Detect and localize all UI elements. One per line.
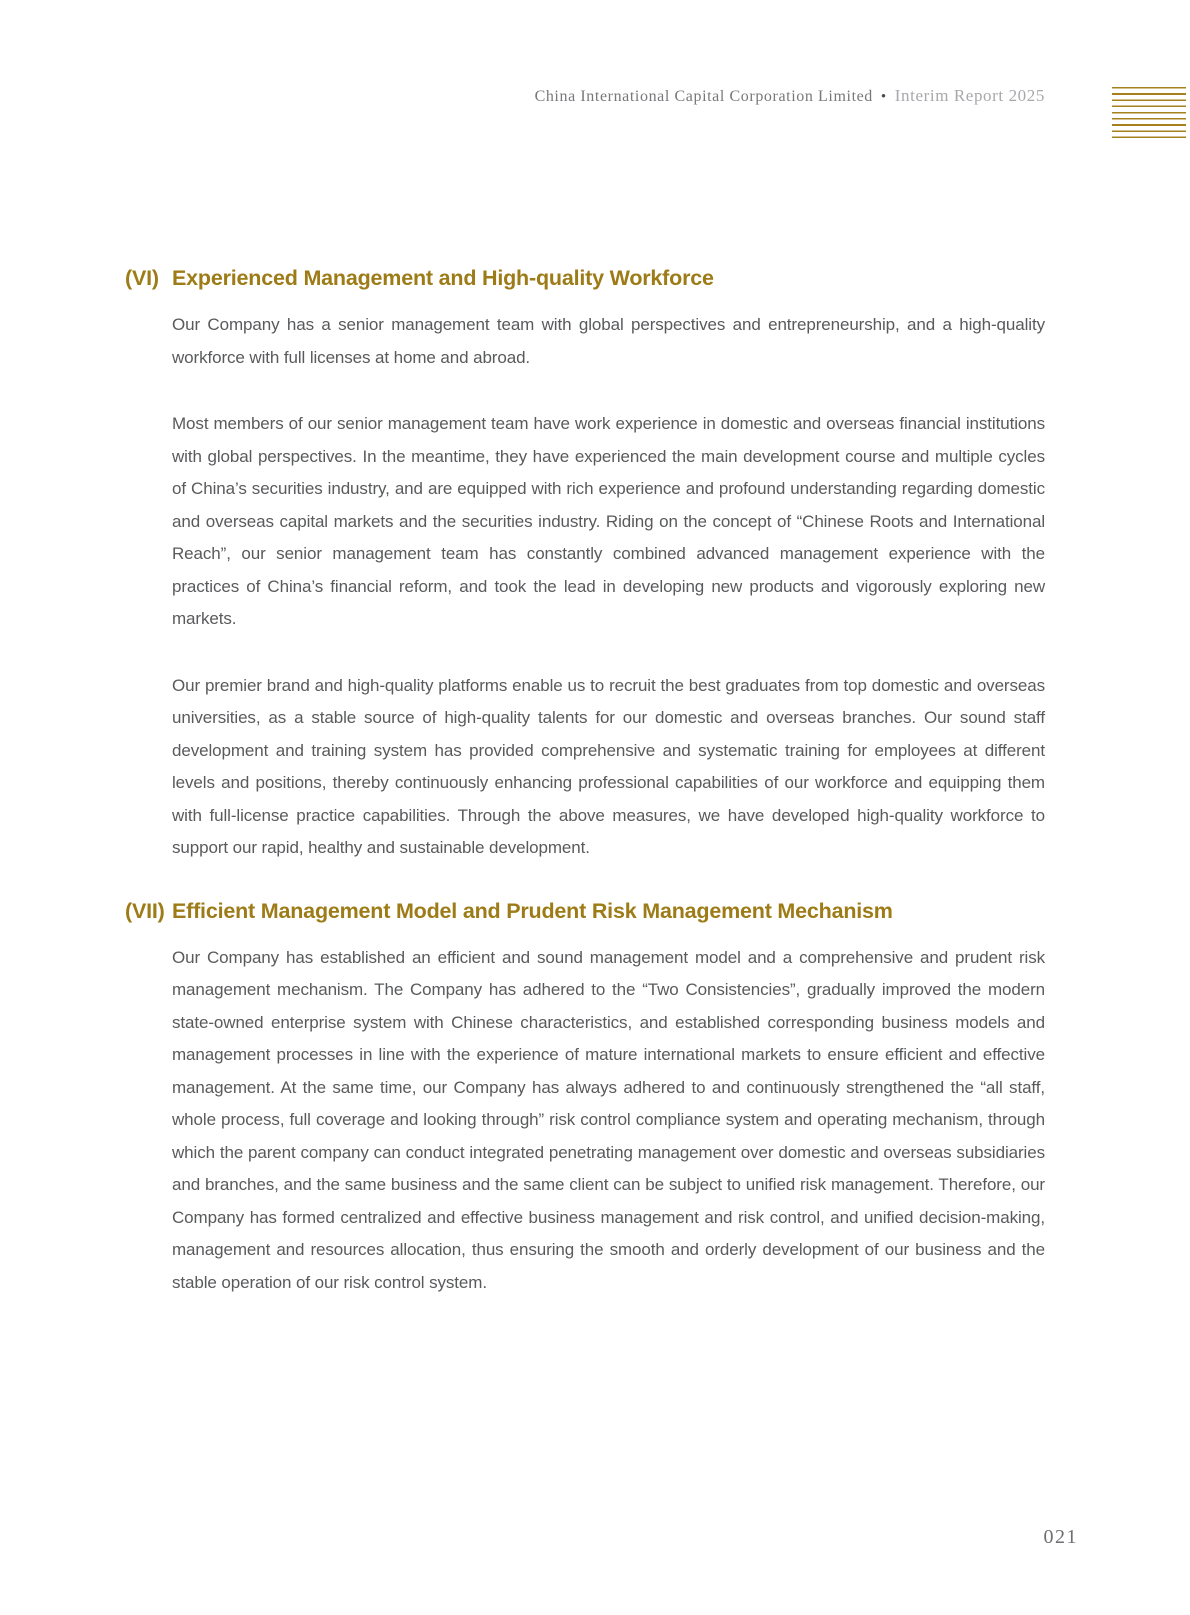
body-paragraph: Most members of our senior management team have work experience in domestic and overseas financial institutions with global perspectives. In the meantime, they have experienced the main development course and multiple cycles of China’s securities industry, and are equipped with rich experience and profound understanding regarding domestic and overseas capital markets and the securities industry. Riding on the concept of “Chinese Roots and International Reach”, our senior management team has constantly combined advanced management experience with the practices of China’s financial reform, and took the lead in developing new products and vigorously exploring new markets. (172, 414, 1045, 628)
section-heading-vii (125, 899, 1045, 924)
body-paragraph: Our premier brand and high-quality platforms enable us to recruit the best graduates from top domestic and overseas universities, as a stable source of high-quality talents for our domestic and overseas branches. Our sound staff development and training system has provided comprehensive and systematic training for employees at different levels and positions, thereby continuously enhancing professional capabilities of our workforce and equipping them with full-license practice capabilities. Through the above measures, we have developed high-quality workforce to support our rapid, healthy and sustainable development. (172, 675, 1045, 857)
company-name: China International Capital Corporation Limited (534, 88, 873, 105)
separator-dot-icon: • (880, 89, 887, 105)
section-number: (VII) (125, 898, 165, 923)
report-title: Interim Report 2025 (894, 86, 1045, 105)
page-number: 021 (1043, 1526, 1078, 1548)
section-title: Experienced Management and High-quality Workforce (172, 266, 714, 290)
page-header (535, 86, 1045, 106)
section-title: Efficient Management Model and Prudent Risk Management Mechanism (172, 898, 893, 923)
cicc-stripes-logo-icon (1112, 87, 1186, 138)
body-paragraph: Our Company has established an efficient and sound management model and a comprehensive and prudent risk management mechanism. The Company has adhered to the “Two Consistencies”, gradually improved the modern state-owned enterprise system with Chinese characteristics, and established corresponding business models and management processes in line with the experience of mature international markets to ensure efficient and effective management. At the same time, our Company has always adhered to and continuously strengthened the “all staff, whole process, full coverage and looking through” risk control compliance system and operating mechanism, through which the parent company can conduct integrated penetrating management over domestic and overseas subsidiaries and branches, and the same business and the same client can be subject to unified risk management. Therefore, our Company has formed centralized and effective business management and risk control, and unified decision-making, management and resources allocation, thus ensuring the smooth and orderly development of our business and the stable operation of our risk control system. (172, 947, 1045, 1292)
page-content (125, 266, 1045, 1299)
section-number: (VI) (125, 266, 159, 290)
section-heading-vi (125, 266, 1045, 291)
body-paragraph: Our Company has a senior management team with global perspectives and entrepreneurship, and a high-quality workforce with full licenses at home and abroad. (172, 315, 1045, 367)
